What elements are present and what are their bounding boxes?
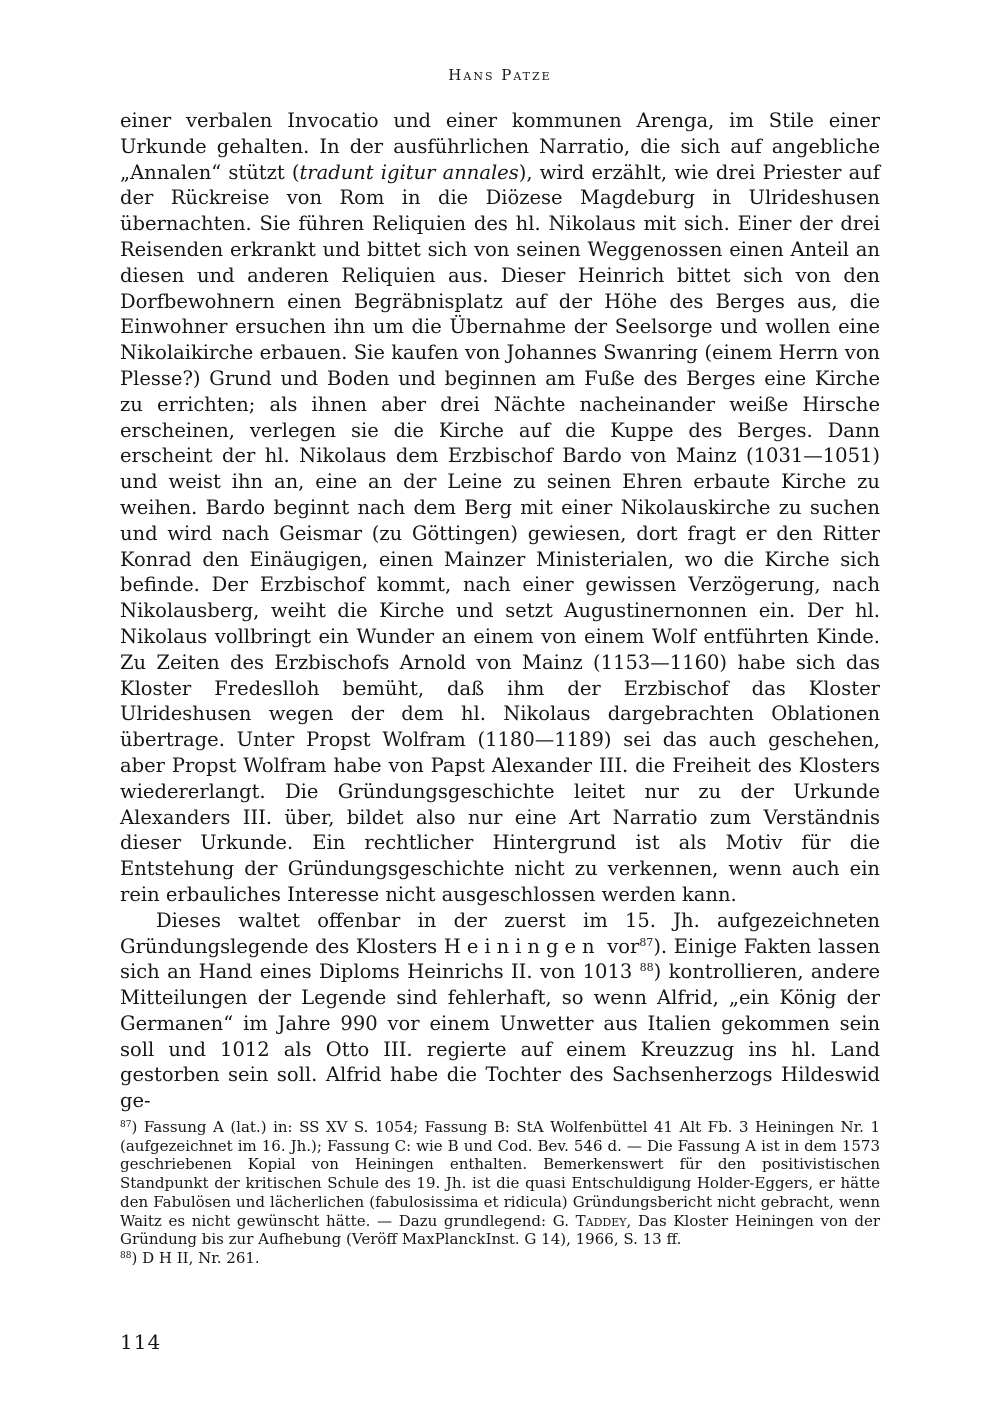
spaced-name-heiningen: Heiningen [443, 934, 601, 958]
paragraph-2-text-e: ) kontrollieren, andere Mitteilungen der Legende sind fehlerhaft, so wenn Alfrid, „ein König der Germanen“ im Jahre 990 vor einem Unwetter aus Italien gekommen sein soll und 1012 als Otto III. regierte auf einem Kreuzzug ins hl. Land gestorben sein soll. Alfrid habe die Tochter des Sachsenherzogs Hildeswid ge- [120, 960, 880, 1113]
paragraph-2-text-a: Dieses waltet offenbar in der zuerst im 15. Jh. aufgezeichneten Gründungslegende des Klosters [120, 908, 880, 958]
footnote-mark-88: 88 [120, 1250, 132, 1261]
latin-quote: tradunt igitur annales [299, 160, 519, 184]
footnote-ref-87[interactable]: 87 [639, 935, 654, 949]
paragraph-1 [120, 108, 880, 908]
footnote-ref-88[interactable]: 88 [639, 961, 654, 975]
page-number: 114 [120, 1330, 162, 1354]
footnote-87 [120, 1118, 880, 1249]
footnote-87-text-a: ) Fassung A (lat.) in: SS XV S. 1054; Fassung B: StA Wolfenbüttel 41 Alt Fb. 3 Heiningen Nr. 1 (aufgezeichnet im 16. Jh.); Fassung C: wie B und Cod. Bev. 546 d. — Die Fassung A ist in dem 1573 geschriebenen Kopial von Heiningen enthalten. Bemerkenswert für den positivistischen Standpunkt der kritischen Schule des 19. Jh. ist die quasi Entschuldigung Holder-Eggers, er hätte den Fabulösen und lächerlichen (fabulosissima et ridicula) Gründungsbericht nicht gebracht, wenn Waitz es nicht gewünscht hätte. — Dazu grundlegend: G. [120, 1118, 880, 1230]
running-head: Hans Patze [448, 66, 552, 84]
paragraph-1-text-a: einer verbalen Invocatio und einer kommunen Arenga, im Stile einer Urkunde gehalten. In der ausführlichen Narratio, die sich auf angebliche „Annalen“ stützt ( [120, 109, 880, 184]
paragraph-2 [120, 908, 880, 1114]
footnote-88 [120, 1249, 880, 1268]
paragraph-2-text-c: vor [600, 934, 640, 958]
footnote-87-author: Taddey [575, 1211, 627, 1230]
paragraph-1-text-c: ), wird erzählt, wie drei Priester auf der Rückreise von Rom in die Diözese Magdeburg in Ulrideshusen übernachten. Sie führen Reliquien des hl. Nikolaus mit sich. Einer der drei Reisenden erkrankt und bittet sich von seinen Weggenossen einen Anteil an diesen und anderen Reliquien aus. Dieser Heinrich bittet sich von den Dorfbewohnern einen Begräbnisplatz auf der Höhe des Berges aus, die Einwohner ersuchen ihn um die Übernahme der Seelsorge und wollen eine Nikolaikirche erbauen. Sie kaufen von Johannes Swanring (einem Herrn von Plesse?) Grund und Boden und beginnen am Fuße des Berges eine Kirche zu errichten; als ihnen aber drei Nächte nacheinander weiße Hirsche erscheinen, verlegen sie die Kirche auf die Kuppe des Berges. Dann erscheint der hl. Nikolaus dem Erzbischof Bardo von Mainz (1031—1051) und weist ihn an, eine an der Leine zu seinen Ehren erbaute Kirche zu weihen. Bardo beginnt nach dem Berg mit einer Nikolauskirche zu suchen und wird nach Geismar (zu Göttingen) gewiesen, dort fragt er den Ritter Konrad den Einäugigen, einen Mainzer Ministerialen, wo die Kirche sich befinde. Der Erzbischof kommt, nach einer gewissen Verzögerung, nach Nikolausberg, weiht die Kirche und setzt Augustinernonnen ein. Der hl. Nikolaus vollbringt ein Wunder an einem von einem Wolf entführten Kinde. Zu Zeiten des Erzbischofs Arnold von Mainz (1153—1160) habe sich das Kloster Fredeslloh bemüht, daß ihm der Erzbischof das Kloster Ulrideshusen wegen der dem hl. Nikolaus dargebrachten Oblationen übertrage. Unter Propst Wolfram (1180—1189) sei das auch geschehen, aber Propst Wolfram habe von Papst Alexander III. die Freiheit des Klosters wiedererlangt. Die Gründungsgeschichte leitet nur zu der Urkunde Alexanders III. über, bildet also nur eine Art Narratio zum Verständnis dieser Urkunde. Ein rechtlicher Hintergrund ist als Motiv für die Entstehung der Gründungsgeschichte nicht zu verkennen, wenn auch ein rein erbauliches Interesse nicht ausgeschlossen werden kann. [120, 160, 880, 906]
main-text [120, 108, 880, 1114]
footnote-mark-87: 87 [120, 1120, 132, 1130]
footnote-87-text-b: , Das Kloster Heiningen von der Gründung bis zur Aufhebung (Veröff MaxPlanckInst. G 14), 1966, S. 13 ff. [120, 1211, 881, 1249]
footnotes [120, 1118, 880, 1268]
footnote-88-text: ) D H II, Nr. 261. [131, 1248, 260, 1267]
paragraph-2-text-d: ). Einige Fakten lassen sich an Hand eines Diploms Heinrichs II. von 1013 [120, 934, 881, 984]
